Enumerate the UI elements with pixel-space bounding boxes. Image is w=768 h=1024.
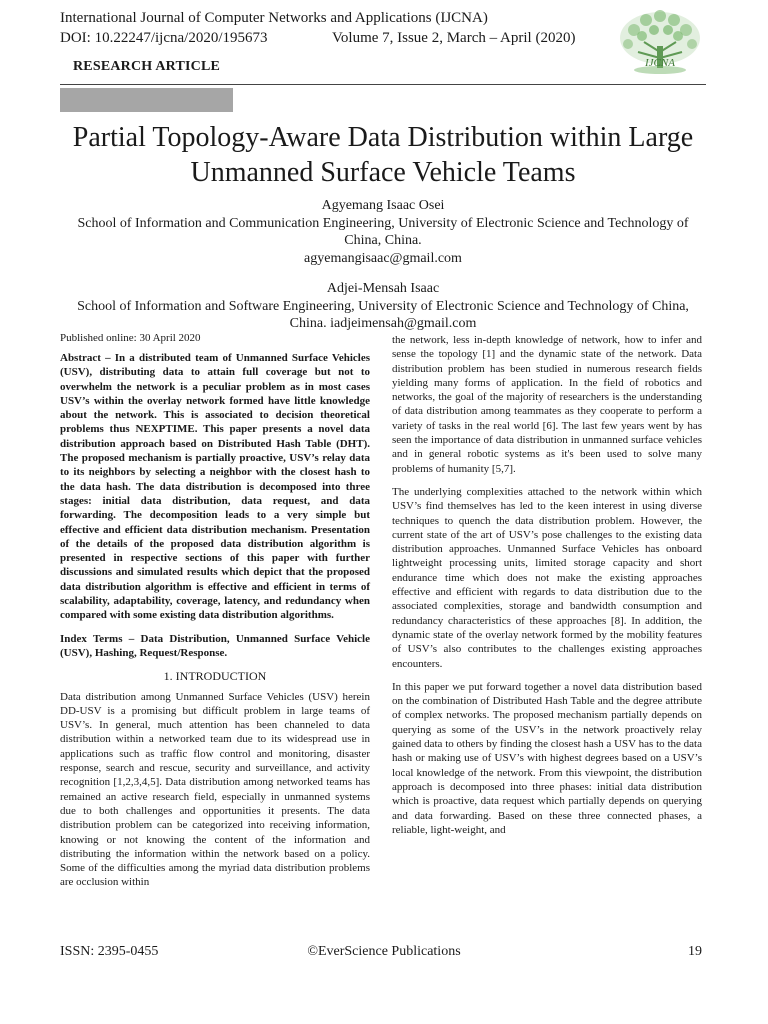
footer-publisher: ©EverScience Publications — [307, 944, 461, 959]
volume-issue: Volume 7, Issue 2, March – April (2020) — [332, 30, 576, 46]
intro-paragraph: Data distribution among Unmanned Surface Vehicles (USV) herein DD-USV is a promising but difficult problem in large teams of USV’s. In general, much attention has been channeled to data distribution within a networked team due to its widespread use in applications such as traffic flow control and monitoring, disaster response, search and rescue, security and surveillance, and activity recognition [1,2,3,4,5]. Data distribution among networked teams has remained an active research field, especially in unmanned systems due to both challenges and opportunities it presents. The data distribution problem can be categorized into receiving information, knowing or not knowing the content of the information and distributing the information within the network based on a policy. Some of the difficulties among the myriad data distribution problems are occlusion within — [60, 690, 370, 889]
doi-line — [60, 30, 600, 47]
intro-paragraph-3: In this paper we put forward together a novel data distribution based on the combination of Distributed Hash Table and the degree attribute of complex networks. The proposed mechanism partially depends on querying as some of the USV’s in the network proactively relay gained data to others by finding the closest hash a USV has to the data hash or making use of USV’s with highest degrees based on a USV’s local knowledge of the network. From this viewpoint, the distribution approach is decomposed into three phases: initial data distribution which is proactive, data request which partially depends on querying and data forwarding. Based on these three connected phases, a reliable, light-weight, and — [392, 680, 702, 836]
page-number: 19 — [688, 944, 702, 959]
article-type: RESEARCH ARTICLE — [73, 59, 221, 74]
author-2-affiliation: School of Information and Software Engineering, University of Electronic Science and Technology of China, China. iadjeimensah@gmail.com — [77, 299, 689, 331]
logo-text: IJCNA — [645, 57, 675, 69]
abstract: Abstract – In a distributed team of Unmanned Surface Vehicles (USV), distributing data to attain full coverage but not to overwhelm the network is a peculiar problem as in most cases USV’s within the overlay network formed have little knowledge about the network. This is associated to decision theoretical problems thus NEXPTIME. This paper presents a novel data distribution approach based on Distributed Hash Table (DHT). The proposed mechanism is partially proactive, USV’s relay data to its neighbors by selecting a neighbor with the closest hash to the data hash. The data distribution is decomposed into three stages: initial data distribution, data request, and data forwarding. The decomposition leads to a very simple but effective and efficient data distribution mechanism. Presentation of the details of the proposed data distribution algorithm is presented in respective sections of this paper with further discussions and simulated results which depict that the proposed data distribution algorithm is effective and efficient in terms of scalability, adaptability, coverage, latency, and redundancy when compared with some existing data distribution algorithms. — [60, 352, 370, 622]
intro-paragraph-2: The underlying complexities attached to the network within which USV’s find themselves has led to the keen interest in using diverse techniques to quench the data distribution problem. However, the current state of the art of USV’s pose challenges to the existing data distribution approaches. Unmanned Surface Vehicles has onboard lightweight processing units, limited storage capacity and short endurance time which does not make the existing approaches effective and efficient with regards to data distribution due to the associated complexities, storage and bandwidth consumption and redundancy characteristics of these approaches [8]. In addition, the dynamic state of the overlay network formed by the mobility features of USV’s also contributes to the challenges existing approaches encounters. — [392, 485, 702, 670]
author-1-name: Agyemang Isaac Osei — [321, 198, 445, 213]
right-column — [392, 333, 702, 846]
paper-title: Partial Topology-Aware Data Distribution within Large Unmanned Surface Vehicle Teams — [72, 122, 694, 188]
footer-issn: ISSN: 2395-0455 — [60, 944, 159, 959]
journal-logo — [614, 8, 706, 84]
author-2-name: Adjei-Mensah Isaac — [326, 281, 440, 296]
published-date: Published online: 30 April 2020 — [60, 332, 201, 344]
section-heading: 1. INTRODUCTION — [163, 669, 267, 684]
index-terms: Index Terms – Data Distribution, Unmanned Surface Vehicle (USV), Hashing, Request/Response. — [60, 632, 370, 659]
gray-banner — [60, 88, 233, 112]
intro-paragraph-cont: the network, less in-depth knowledge of network, how to infer and sense the topology [1] and the dynamic state of the network. Data distribution problem has been studied in numerous research fields yielding many forms of application. In the field of robotics and networks, the goal of the majority of researchers is the understanding of data distribution among teammates as they cooperate to perform a variety of tasks in the real world [6]. The last few years went by has seen the importance of data distribution in unmanned surface vehicles and in general robotic systems as it's been used to solve many problems of humanity [5,7]. — [392, 334, 702, 475]
journal-name: International Journal of Computer Networks and Applications (IJCNA) — [60, 10, 488, 26]
header-divider — [60, 84, 706, 85]
author-1-email: agyemangisaac@gmail.com — [304, 251, 462, 266]
doi: DOI: 10.22247/ijcna/2020/195673 — [60, 30, 268, 46]
author-1-affiliation: School of Information and Communication Engineering, University of Electronic Science and Technology of China, China. — [77, 216, 689, 248]
left-column — [60, 351, 370, 899]
